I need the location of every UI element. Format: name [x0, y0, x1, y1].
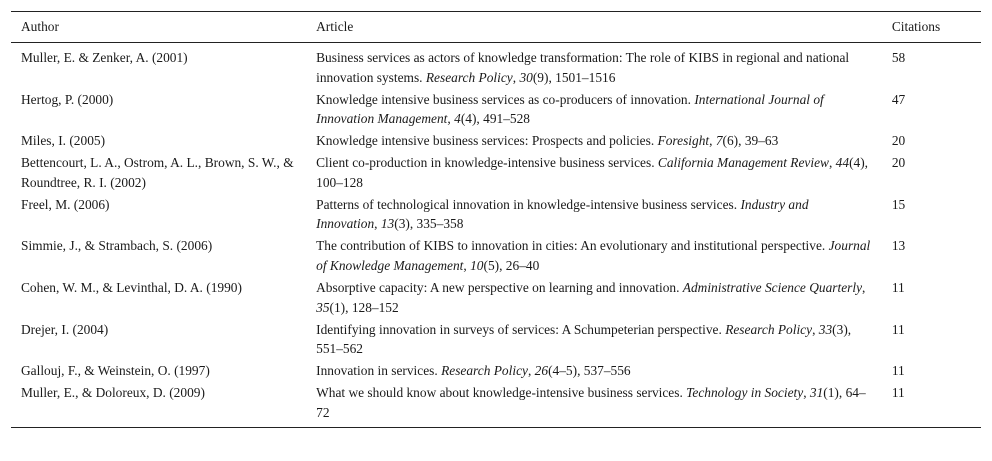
citations-cell: 13: [891, 238, 906, 254]
journal-name: Foresight: [657, 133, 710, 149]
table-header: [11, 12, 981, 43]
journal-issue-pages: (3), 551–562: [316, 321, 852, 357]
journal-separator: ,: [828, 155, 836, 171]
article-title: Identifying innovation in surveys of services: A Schumpeterian perspective.: [316, 321, 726, 337]
article-cell: [306, 360, 882, 382]
article-cell: [306, 382, 882, 428]
article-title: Client co-production in knowledge-intensive business services.: [316, 155, 658, 171]
table-row: [11, 130, 981, 152]
article-cell: [306, 130, 882, 152]
journal-separator: ,: [803, 385, 810, 401]
journal-separator: ,: [812, 321, 819, 337]
author-cell: Drejer, I. (2004): [21, 321, 109, 337]
journal-name: California Management Review: [657, 155, 829, 171]
author-cell: Cohen, W. M., & Levinthal, D. A. (1990): [21, 280, 242, 296]
header-citations: Citations: [891, 19, 941, 35]
table-row: [11, 43, 981, 89]
journal-volume: 26: [534, 363, 549, 379]
table-row: [11, 194, 981, 236]
journal-name: Research Policy: [425, 69, 513, 85]
journal-separator: ,: [512, 69, 520, 85]
author-cell: Gallouj, F., & Weinstein, O. (1997): [21, 363, 210, 379]
author-cell: Hertog, P. (2000): [21, 91, 114, 107]
journal-issue-pages: (4–5), 537–556: [548, 363, 631, 379]
citations-cell: 47: [891, 91, 906, 107]
journal-volume: 4: [454, 111, 461, 127]
article-cell: [306, 194, 882, 236]
citations-cell: 11: [891, 280, 905, 296]
table-row: [11, 382, 981, 428]
journal-volume: 10: [470, 257, 484, 273]
journal-issue-pages: (9), 1501–1516: [532, 69, 616, 85]
table-row: [11, 235, 981, 277]
citations-cell: 20: [891, 155, 906, 171]
journal-name: International Journal of Innovation Management: [316, 91, 824, 127]
article-cell: [306, 318, 882, 360]
journal-volume: 35: [316, 299, 330, 315]
article-cell: [306, 88, 882, 130]
citations-cell: 58: [891, 50, 906, 65]
article-cell: [306, 277, 882, 319]
article-title: Business services as actors of knowledge transformation: The role of KIBS in regional and national innovation systems.: [316, 50, 850, 85]
article-cell: [306, 235, 882, 277]
author-cell: Muller, E. & Zenker, A. (2001): [21, 50, 188, 65]
journal-separator: ,: [374, 216, 381, 232]
author-cell: Bettencourt, L. A., Ostrom, A. L., Brown, S. W., & Roundtree, R. I. (2002): [21, 155, 294, 190]
journal-issue-pages: (6), 39–63: [722, 133, 779, 149]
citations-table: [11, 11, 981, 428]
journal-separator: ,: [447, 111, 455, 127]
journal-issue-pages: (1), 128–152: [329, 299, 399, 315]
citations-cell: 11: [891, 363, 905, 379]
journal-volume: 31: [809, 385, 824, 401]
journal-volume: 30: [519, 69, 533, 85]
journal-volume: 33: [818, 321, 833, 337]
article-cell: [306, 152, 882, 194]
journal-name: Industry and Innovation: [316, 196, 809, 232]
journal-name: Research Policy: [725, 321, 813, 337]
author-cell: Miles, I. (2005): [21, 133, 106, 149]
journal-issue-pages: (5), 26–40: [483, 257, 540, 273]
journal-name: Technology in Society: [686, 385, 804, 401]
article-title: Innovation in services.: [316, 363, 442, 379]
table-row: [11, 152, 981, 194]
journal-separator: ,: [527, 363, 535, 379]
table-row: [11, 318, 981, 360]
journal-separator: ,: [862, 280, 866, 296]
article-title: The contribution of KIBS to innovation in cities: An evolutionary and institutional perspective.: [316, 238, 829, 254]
journal-name: Administrative Science Quarterly: [682, 280, 863, 296]
journal-issue-pages: (3), 335–358: [394, 216, 464, 232]
article-title: Absorptive capacity: A new perspective on learning and innovation.: [316, 280, 683, 296]
article-title: What we should know about knowledge-intensive business services.: [316, 385, 687, 401]
author-cell: Freel, M. (2006): [21, 196, 110, 212]
citations-cell: 11: [891, 321, 905, 337]
article-cell: [306, 43, 882, 89]
author-cell: Muller, E., & Doloreux, D. (2009): [21, 385, 205, 401]
journal-issue-pages: (4), 491–528: [460, 111, 530, 127]
article-title: Knowledge intensive business services as co-producers of innovation.: [316, 91, 695, 107]
journal-separator: ,: [463, 257, 471, 273]
header-author: Author: [21, 19, 59, 35]
article-title: Knowledge intensive business services: Prospects and policies.: [316, 133, 658, 149]
citations-cell: 15: [891, 196, 906, 212]
journal-separator: ,: [709, 133, 716, 149]
journal-volume: 44: [835, 155, 850, 171]
table-row: [11, 88, 981, 130]
header-row: [11, 12, 981, 43]
citations-cell: 20: [891, 133, 906, 149]
header-article: Article: [316, 19, 354, 35]
journal-name: Journal of Knowledge Management: [316, 238, 871, 273]
journal-volume: 13: [380, 216, 395, 232]
journal-volume: 7: [715, 133, 723, 149]
journal-name: Research Policy: [441, 363, 528, 379]
article-title: Patterns of technological innovation in knowledge-intensive business services.: [316, 196, 741, 212]
journal-issue-pages: (1), 64–72: [316, 385, 866, 420]
table-body: [11, 43, 981, 428]
journal-issue-pages: (4), 100–128: [316, 155, 869, 190]
table-row: [11, 277, 981, 319]
citations-cell: 11: [891, 385, 905, 401]
author-cell: Simmie, J., & Strambach, S. (2006): [21, 238, 213, 254]
table-row: [11, 360, 981, 382]
